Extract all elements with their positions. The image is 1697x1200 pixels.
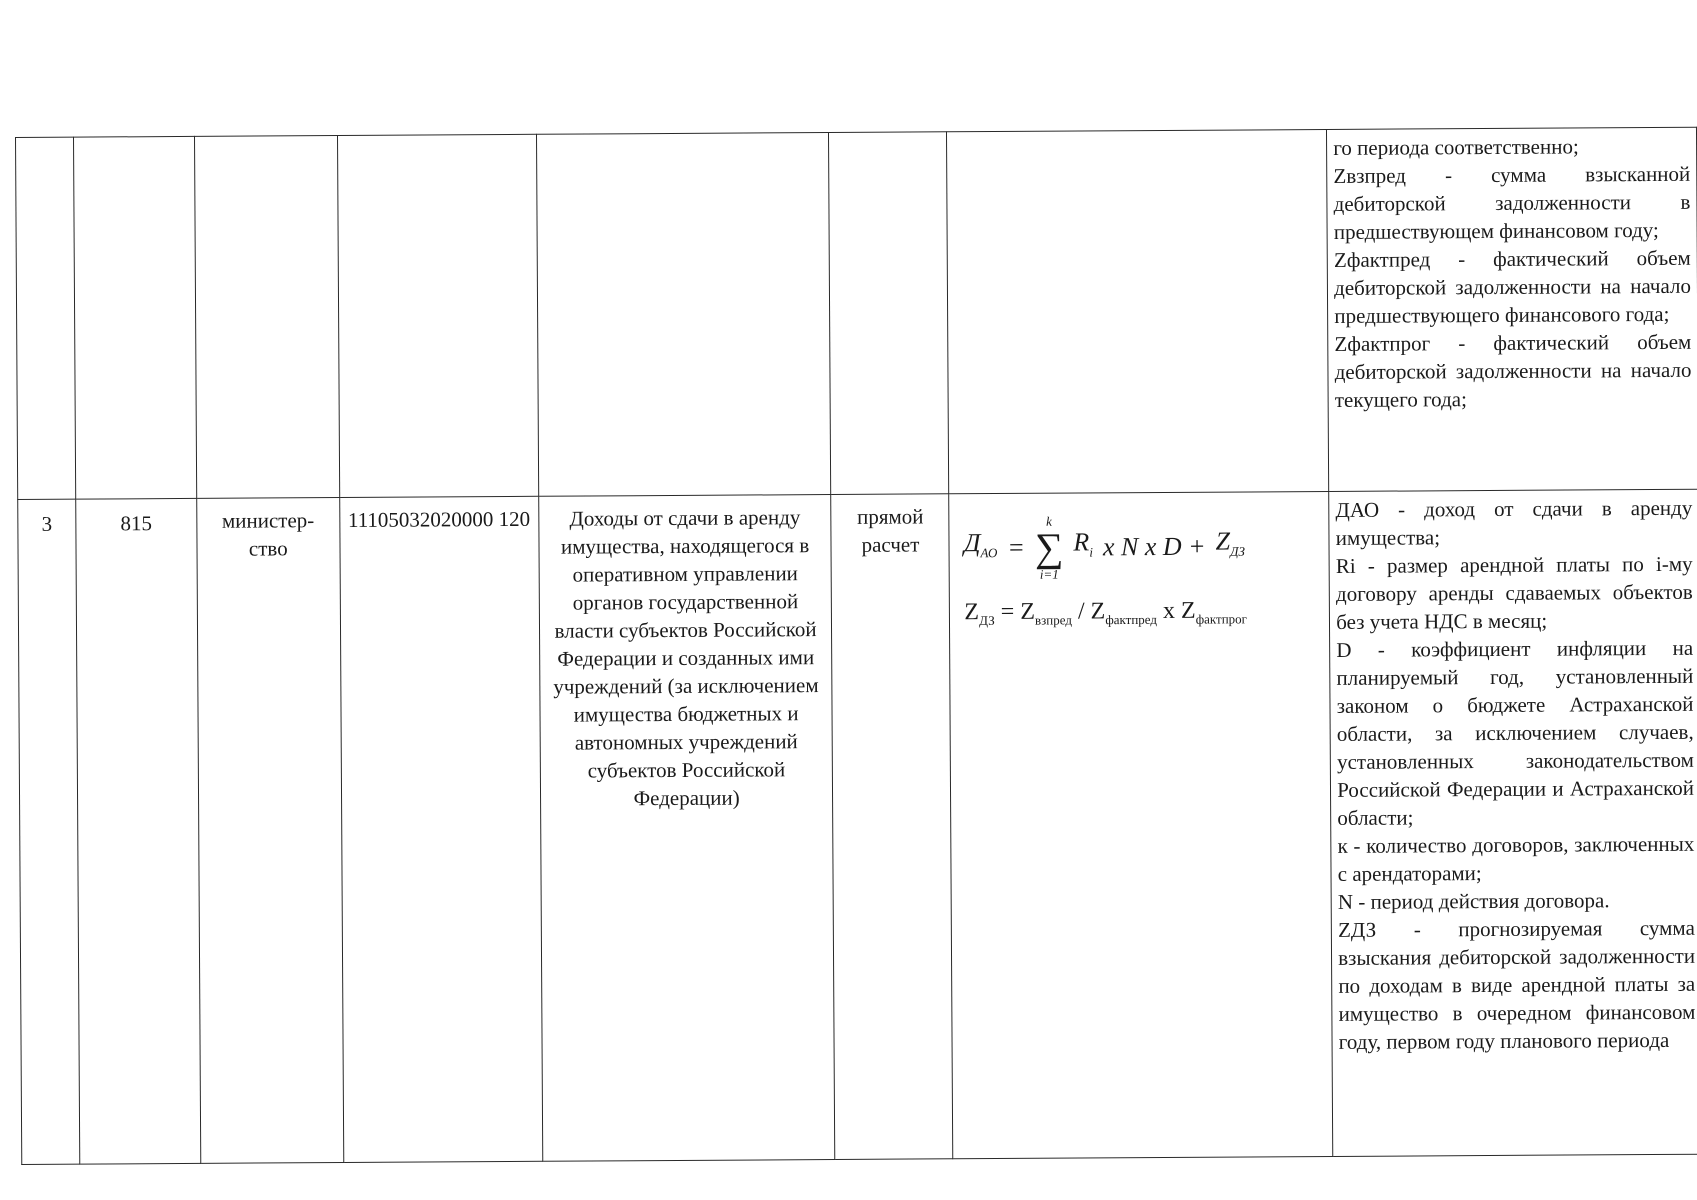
description-line: N - период действия договора. [1337, 888, 1610, 914]
cell-admin: министер-ство [197, 498, 344, 1164]
cell-method: прямой расчет [831, 494, 953, 1160]
cell-num [16, 137, 76, 499]
description-line: ДАО - доход от сдачи в аренду имущества; [1335, 495, 1693, 550]
cell-method [829, 132, 949, 495]
table-row [16, 127, 1697, 499]
cell-num: 3 [18, 499, 80, 1164]
description-line: ZДЗ - прогнозируемая сумма взыскания дебиторской задолженности по доходам в виде арендной платы за имущество в очередном финансовом году, первом году планового периода [1337, 915, 1696, 1054]
cell-kbk: 11105032020000 120 [339, 496, 542, 1162]
cell-name: Доходы от сдачи в аренду имущества, находящегося в оперативном управлении органов государственной власти субъектов Российской Федерации и созданных ими учреждений (за исключением имущества бюджетных и автономных учреждений субъектов Российской Федерации) [538, 495, 835, 1162]
description-line: го периода соответственно; [1333, 134, 1579, 160]
cell-formula [947, 129, 1329, 493]
formula-dao [964, 506, 1321, 588]
cell-kbk [337, 134, 538, 497]
description-line: Ri - размер арендной платы по i-му договору аренды сдаваемых объектов без учета НДС в месяц; [1335, 551, 1693, 634]
table-row [18, 489, 1697, 1164]
cell-admin [194, 136, 339, 499]
formula-term: $R_i$ [1073, 527, 1093, 560]
cell-description [1327, 127, 1697, 491]
cell-description [1329, 489, 1697, 1156]
description-line: Zфактпред - фактический объем дебиторской задолженности на начало предшествующего финансового года; [1333, 245, 1692, 328]
description-line: D - коэффициент инфляции на планируемый год, установленный законом о бюджете Астраханской области, за исключением случаев, установленных законодательством Российской Федерации и Астраханской области; [1336, 635, 1695, 830]
cell-code: 815 [76, 498, 201, 1164]
description-line: Zвзпред - сумма взысканной дебиторской задолженности в предшествующем финансовом году; [1333, 161, 1691, 244]
cell-code [73, 136, 196, 499]
description-line: Zфактпрог - фактический объем дебиторской задолженности на начало текущего года; [1334, 329, 1692, 412]
sum-symbol: k ∑ i=1 [1034, 513, 1064, 582]
revenue-table [15, 127, 1697, 1165]
formula-lhs: $Д_{АО}$ [963, 528, 998, 561]
description-line: к - количество договоров, заключенных с арендаторами; [1337, 831, 1695, 886]
cell-name [536, 133, 831, 497]
formula-zdz: $Z_{ДЗ} = Z_{взпред} / Z_{фактпред}$ x $Z_{фактпрог}$ [964, 597, 1248, 628]
formula-z: $Z_{ДЗ}$ [1215, 526, 1245, 559]
formula-rest: x N x D + [1102, 531, 1206, 562]
equals-sign: = [1007, 532, 1025, 562]
cell-formula [949, 491, 1333, 1158]
